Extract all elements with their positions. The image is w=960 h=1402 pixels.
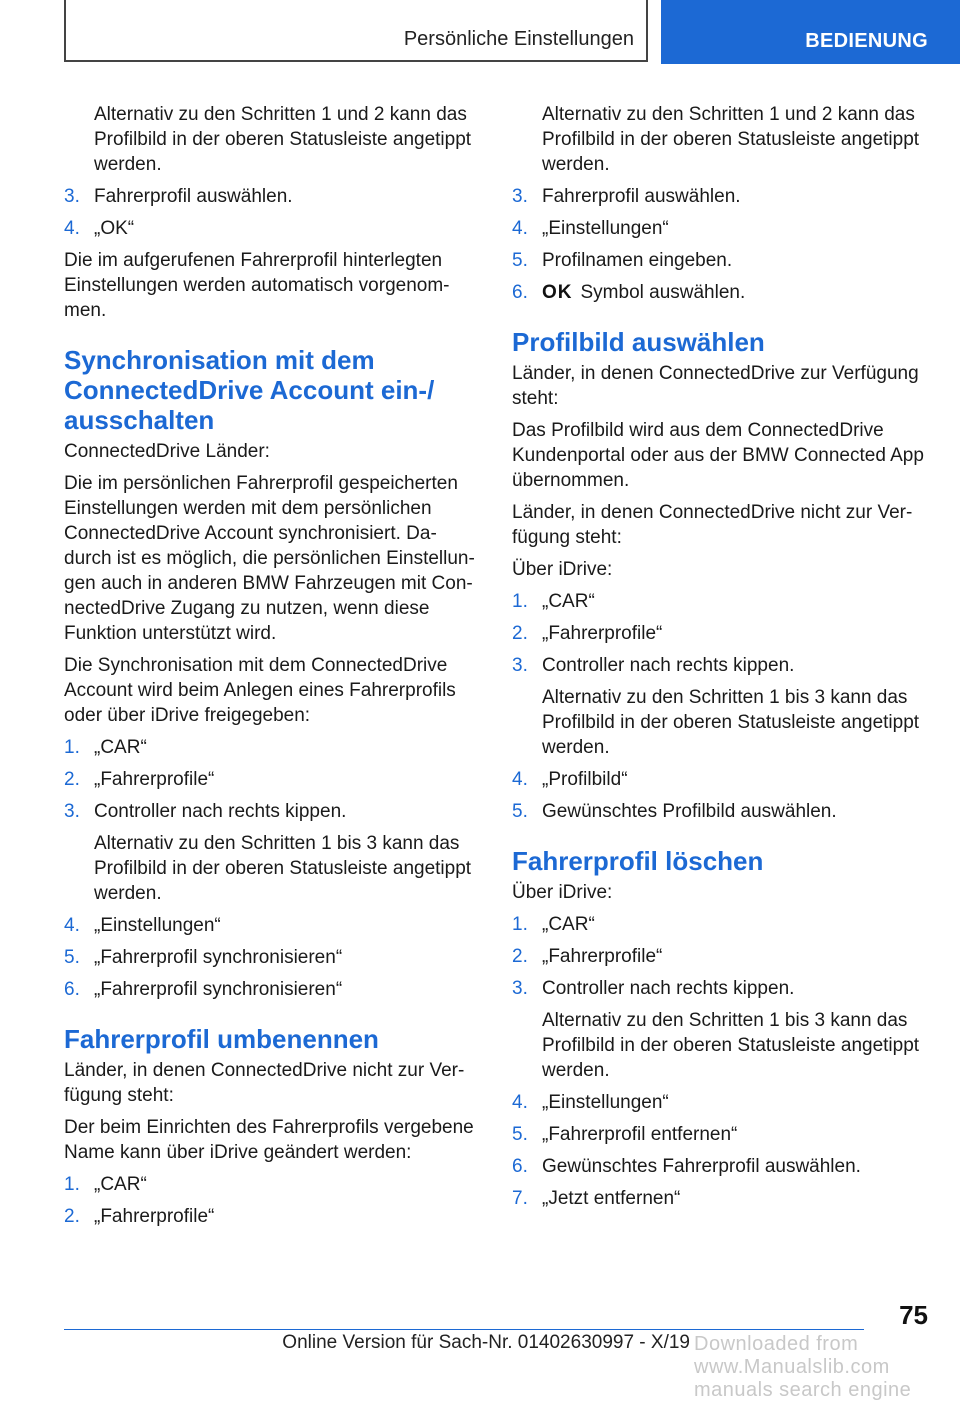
paragraph: Über iDrive: bbox=[512, 559, 613, 580]
heading-rename: Fahrerprofil umbenennen bbox=[64, 1024, 379, 1054]
section-title: Persönliche Einstellungen bbox=[403, 28, 634, 50]
intro-note: Alternativ zu den Schritten 1 und 2 kann das Profilbild in der oberen Statusleiste angetippt werden. bbox=[542, 104, 920, 175]
list-item: 3. Controller nach rechts kippen. bbox=[64, 801, 347, 822]
list-item: 4. „OK“ bbox=[64, 218, 135, 239]
list-item: 1. „CAR“ bbox=[64, 1174, 147, 1195]
ok-icon: OK bbox=[542, 282, 573, 303]
list-item: 6. „Fahrerprofil synchronisieren“ bbox=[64, 979, 343, 1000]
paragraph: Das Profilbild wird aus dem ConnectedDrive Kundenportal oder aus der BMW Connected App übernommen. bbox=[512, 420, 924, 491]
step-list bbox=[512, 912, 928, 1001]
list-item: 1. „CAR“ bbox=[64, 737, 147, 758]
list-item: 6. Gewünschtes Fahrerprofil auswählen. bbox=[512, 1156, 861, 1177]
list-item: 3. Fahrerprofil auswählen. bbox=[512, 186, 741, 207]
heading-picture: Profilbild auswählen bbox=[512, 327, 765, 357]
step-list bbox=[512, 1090, 928, 1211]
list-item: 5. Profilnamen eingeben. bbox=[512, 250, 733, 271]
chapter-title: BEDIENUNG bbox=[805, 30, 928, 52]
list-item: 5. „Fahrerprofil entfernen“ bbox=[512, 1124, 738, 1145]
right-column bbox=[512, 102, 928, 1218]
step-note: Alternativ zu den Schritten 1 bis 3 kann das Profilbild in der oberen Statusleiste angetippt werden. bbox=[542, 1010, 920, 1081]
heading-sync: Synchronisation mit dem ConnectedDrive Account ein-/ ausschalten bbox=[64, 345, 435, 435]
left-column bbox=[64, 102, 480, 1236]
step-list bbox=[64, 735, 480, 824]
page-number: 75 bbox=[899, 1300, 928, 1330]
list-item: 4. „Einstellungen“ bbox=[512, 218, 669, 239]
list-item: 3. Fahrerprofil auswählen. bbox=[64, 186, 293, 207]
step-list bbox=[512, 184, 928, 305]
list-item: 3. Controller nach rechts kippen. bbox=[512, 655, 795, 676]
list-item: 2. „Fahrerprofile“ bbox=[512, 946, 663, 967]
paragraph: Länder, in denen ConnectedDrive nicht zur Ver-fügung steht: bbox=[64, 1060, 465, 1106]
watermark: Downloaded from www.Manualslib.com manuals search engine bbox=[694, 1333, 912, 1401]
paragraph: Die im aufgerufenen Fahrerprofil hinterlegten Einstellungen werden automatisch vorgenom-men. bbox=[64, 250, 450, 321]
step-list bbox=[512, 767, 928, 824]
step-list bbox=[64, 1172, 480, 1229]
list-item: 1. „CAR“ bbox=[512, 914, 595, 935]
step-list bbox=[64, 913, 480, 1002]
list-item: 5. Gewünschtes Profilbild auswählen. bbox=[512, 801, 837, 822]
list-item: 5. „Fahrerprofil synchronisieren“ bbox=[64, 947, 343, 968]
list-item: 3. Controller nach rechts kippen. bbox=[512, 978, 795, 999]
online-version-note: Online Version für Sach-Nr. 01402630997 - X/19 bbox=[282, 1332, 690, 1353]
list-item: 2. „Fahrerprofile“ bbox=[64, 769, 215, 790]
paragraph: ConnectedDrive Länder: bbox=[64, 441, 270, 462]
step-list bbox=[512, 589, 928, 678]
step-list bbox=[64, 184, 480, 241]
paragraph: Über iDrive: bbox=[512, 882, 613, 903]
chapter-tab bbox=[661, 0, 960, 64]
list-item: 2. „Fahrerprofile“ bbox=[512, 623, 663, 644]
list-item: 7. „Jetzt entfernen“ bbox=[512, 1188, 681, 1209]
paragraph: Die Synchronisation mit dem ConnectedDrive Account wird beim Anlegen eines Fahrerprofils oder über iDrive freigegeben: bbox=[64, 655, 456, 726]
paragraph: Der beim Einrichten des Fahrerprofils vergebene Name kann über iDrive geändert werden: bbox=[64, 1117, 474, 1163]
list-item: 2. „Fahrerprofile“ bbox=[64, 1206, 215, 1227]
step-note: Alternativ zu den Schritten 1 bis 3 kann das Profilbild in der oberen Statusleiste angetippt werden. bbox=[94, 833, 472, 904]
paragraph: Länder, in denen ConnectedDrive nicht zur Ver-fügung steht: bbox=[512, 502, 913, 548]
list-item: 6. OK Symbol auswählen. bbox=[512, 282, 746, 303]
step-note: Alternativ zu den Schritten 1 bis 3 kann das Profilbild in der oberen Statusleiste angetippt werden. bbox=[542, 687, 920, 758]
list-item: 4. „Einstellungen“ bbox=[512, 1092, 669, 1113]
paragraph: Länder, in denen ConnectedDrive zur Verfügung steht: bbox=[512, 363, 919, 409]
paragraph: Die im persönlichen Fahrerprofil gespeicherten Einstellungen werden mit dem persönlichen ConnectedDrive Account synchronisiert. Da-durch ist es möglich, die persönlichen Einstellun-gen auch in anderen BMW Fahrzeugen mit Con-nectedDrive Zugang zu nutzen, wenn diese Funktion unterstützt wird. bbox=[64, 473, 475, 644]
list-item: 4. „Profilbild“ bbox=[512, 769, 628, 790]
list-item: 4. „Einstellungen“ bbox=[64, 915, 221, 936]
list-item: 1. „CAR“ bbox=[512, 591, 595, 612]
intro-note: Alternativ zu den Schritten 1 und 2 kann das Profilbild in der oberen Statusleiste angetippt werden. bbox=[94, 104, 472, 175]
heading-delete: Fahrerprofil löschen bbox=[512, 846, 764, 876]
footer-divider bbox=[64, 1329, 864, 1330]
